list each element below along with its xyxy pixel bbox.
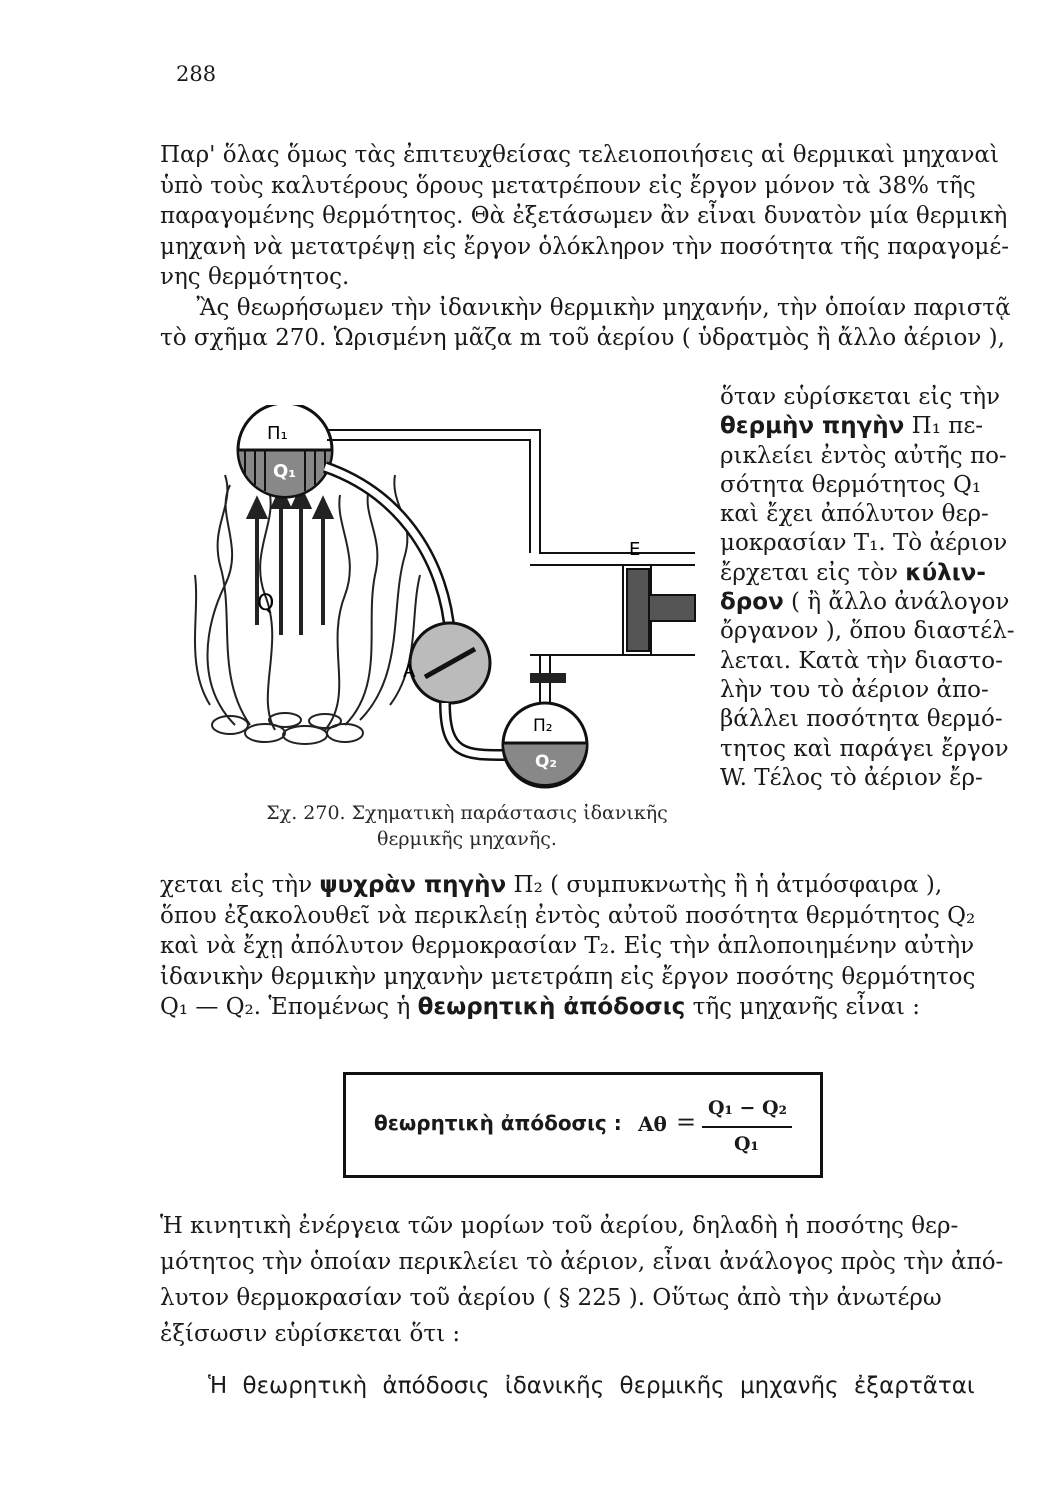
text-line xyxy=(720,559,1010,588)
formula-numerator: Q₁ − Q₂ xyxy=(708,1097,787,1119)
text-line xyxy=(720,676,1010,705)
text-line: νης θερμότητος. xyxy=(160,264,350,290)
text-line xyxy=(720,735,1010,764)
valve-handle xyxy=(530,673,566,683)
text-line xyxy=(720,383,1010,412)
fraction-bar xyxy=(702,1126,792,1128)
text-segment: σότητα θερμότητος Q₁ xyxy=(720,471,982,498)
formula-box xyxy=(343,1072,823,1178)
text-segment: Π₂ ( συμπυκνωτὴς ἢ ἡ ἀτμόσφαιρα ), xyxy=(506,872,943,898)
label-a: A xyxy=(403,661,416,682)
text-line xyxy=(720,588,1010,617)
text-segment: ρικλείει ἐντὸς αὐτῆς πο- xyxy=(720,442,1007,469)
text-line: τὸ σχῆμα 270. Ὡρισμένη μᾶζα m τοῦ ἀερίου ( ὑδρατμὸς ἢ ἄλλο ἀέριον ), xyxy=(160,325,1005,351)
paragraph-intro xyxy=(160,140,1010,354)
text-segment: ἔρχεται εἰς τὸν xyxy=(720,559,906,586)
label-q1: Q₁ xyxy=(273,461,297,482)
paragraph-kinetic xyxy=(160,1208,1010,1352)
text-line: Ἡ κινητικὴ ἐνέργεια τῶν μορίων τοῦ ἀερίου, δηλαδὴ ἡ ποσότης θερ- xyxy=(160,1213,959,1239)
text-segment: Π₁ πε- xyxy=(904,413,984,440)
text-line: Ἂς θεωρήσωμεν τὴν ἰδανικὴν θερμικὴν μηχανήν, τὴν ὁποίαν παριστᾷ xyxy=(160,294,1011,321)
caption-line: Σχ. 270. Σχηματικὴ παράστασις ἰδανικῆς xyxy=(266,802,668,824)
text-line: λυτον θερμοκρασίαν τοῦ ἀερίου ( § 225 ). Οὕτως ἀπὸ τὴν ἀνωτέρω xyxy=(160,1285,942,1311)
text-line xyxy=(720,764,1010,793)
text-line xyxy=(160,870,1010,901)
text-line xyxy=(160,962,1010,993)
label-p2: Π₂ xyxy=(533,716,553,736)
text-line: ὑπὸ τοὺς καλυτέρους ὅρους μετατρέπουν εἰς ἔργον μόνον τὰ 38% τῆς xyxy=(160,172,976,199)
text-line xyxy=(720,412,1010,441)
paragraph-wrap xyxy=(720,383,1015,793)
piston xyxy=(627,569,695,651)
paragraph-conclusion: Ἡ θεωρητικὴ ἀπόδοσις ἰδανικῆς θερμικῆς μηχανῆς ἐξαρτᾶται xyxy=(208,1373,975,1399)
text-segment: τητος καὶ παράγει ἔργον xyxy=(720,735,1009,762)
text-segment: λεται. Κατὰ τὴν διαστο- xyxy=(720,647,1003,674)
bold-term: θερμὴν πηγὴν xyxy=(720,413,905,440)
formula-denominator: Q₁ xyxy=(734,1133,759,1155)
text-line xyxy=(720,442,1010,471)
text-line xyxy=(160,931,1010,962)
flame-icon xyxy=(195,475,420,730)
formula-label: θεωρητικὴ ἀπόδοσις : xyxy=(374,1111,622,1135)
text-line: Παρ' ὅλας ὅμως τὰς ἐπιτευχθείσας τελειοποιήσεις αἱ θερμικαὶ μηχαναὶ xyxy=(160,142,999,168)
text-segment: ὄργανον ), ὅπου διαστέλ- xyxy=(720,618,1015,645)
text-segment: ὅταν εὑρίσκεται εἰς τὴν xyxy=(720,384,1001,410)
text-line xyxy=(720,617,1015,646)
text-segment: τῆς μηχανῆς εἶναι : xyxy=(685,994,920,1020)
text-line: παραγομένης θερμότητος. Θὰ ἐξετάσωμεν ἂν εἶναι δυνατὸν μία θερμικὴ xyxy=(160,203,1008,229)
text-line xyxy=(720,500,1010,529)
text-segment: χεται εἰς τὴν xyxy=(160,872,320,898)
text-line xyxy=(720,705,1010,734)
text-line xyxy=(720,647,1010,676)
bold-term: δρον xyxy=(720,589,784,616)
formula-equals: = xyxy=(676,1108,697,1136)
page-number: 288 xyxy=(176,62,217,86)
text-segment: βάλλει ποσότητα θερμό- xyxy=(720,706,1003,733)
text-segment: Q₁ — Q₂. Ἑπομένως ἡ xyxy=(160,994,418,1020)
text-line: μηχανὴ νὰ μετατρέψῃ εἰς ἔργον ὁλόκληρον τὴν ποσότητα τῆς παραγομέ- xyxy=(160,233,1010,260)
text-segment: λὴν του τὸ ἀέριον ἀπο- xyxy=(720,676,989,703)
label-q2: Q₂ xyxy=(535,752,557,772)
text-segment: ( ἢ ἄλλο ἀνάλογον xyxy=(783,589,1010,616)
text-line xyxy=(720,471,1010,500)
paragraph-cold-source xyxy=(160,870,1010,1023)
caption-line: θερμικῆς μηχανῆς. xyxy=(377,828,557,850)
text-line: ἐξίσωσιν εὑρίσκεται ὅτι : xyxy=(160,1321,461,1347)
text-segment: καὶ νὰ ἔχῃ ἀπόλυτον θερμοκρασίαν T₂. Εἰς τὴν ἁπλοποιημένην αὐτὴν xyxy=(160,933,975,959)
text-line xyxy=(160,901,1010,932)
figure-caption xyxy=(232,800,702,852)
text-line: μότητος τὴν ὁποίαν περικλείει τὸ ἀέριον, εἶναι ἀνάλογος πρὸς τὴν ἀπό- xyxy=(160,1249,1004,1275)
text-segment: καὶ ἔχει ἀπόλυτον θερ- xyxy=(720,501,989,528)
text-segment: ὅπου ἐξακολουθεῖ νὰ περικλείῃ ἐντὸς αὐτοῦ ποσότητα θερμότητος Q₂ xyxy=(160,902,976,929)
label-e: E xyxy=(629,539,641,560)
bold-term: ψυχρὰν πηγὴν xyxy=(319,872,507,898)
heat-engine-figure xyxy=(175,405,705,800)
text-segment: W. Τέλος τὸ ἀέριον ἔρ- xyxy=(720,764,983,791)
label-q: Q xyxy=(257,591,275,616)
text-segment: ἰδανικὴν θερμικὴν μηχανὴν μετετράπη εἰς ἔργον ποσότης θερμότητος xyxy=(160,963,976,990)
bold-term: κύλιν- xyxy=(905,559,986,586)
text-line xyxy=(720,529,1010,558)
text-line xyxy=(160,992,1010,1023)
formula-symbol: Aθ xyxy=(638,1112,667,1136)
text-segment: μοκρασίαν T₁. Τὸ ἀέριον xyxy=(720,530,1008,557)
bold-term: θεωρητικὴ ἀπόδοσις xyxy=(417,994,686,1020)
label-p1: Π₁ xyxy=(267,423,288,444)
coals xyxy=(212,713,363,744)
